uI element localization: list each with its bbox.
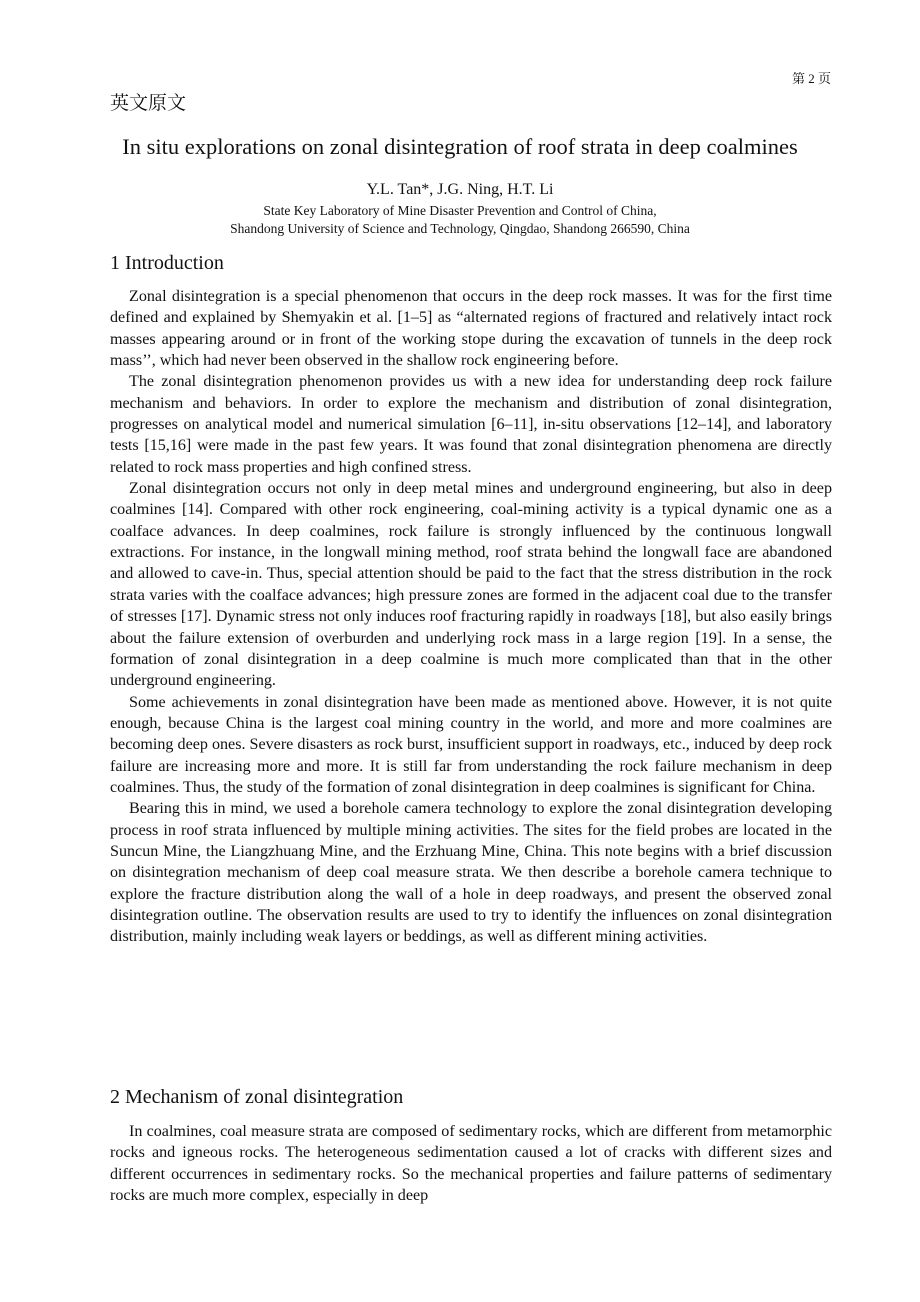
- page-number: 第 2 页: [791, 71, 831, 86]
- paragraph: Zonal disintegration occurs not only in deep metal mines and underground engineering, but also in deep coalmines [14]. Compared with other rock engineering, coal-mining activity is a typical dynamic one as a coalface advances. In deep coalmines, rock failure is strongly influenced by the continuous longwall extractions. For instance, in the longwall mining method, roof strata behind the longwall face are abandoned and allowed to cave-in. Thus, special attention should be paid to the fact that the stress distribution in the rock strata varies with the coalface advances; high pressure zones are formed in the adjacent coal due to the transfer of stresses [17]. Dynamic stress not only induces roof fracturing rapidly in roadways [18], but also easily brings about the failure extension of overburden and underlying rock mass in a large region [19]. In a sense, the formation of zonal disintegration in a deep coalmine is much more complicated than that in the other underground engineering.: [110, 480, 832, 690]
- paragraph: Bearing this in mind, we used a borehole camera technology to explore the zonal disintegration developing process in roof strata influenced by multiple mining activities. The sites for the field probes are located in the Suncun Mine, the Liangzhuang Mine, and the Erzhuang Mine, China. This note begins with a brief discussion on disintegration mechanism of deep coal measure strata. We then describe a borehole camera technique to explore the fracture distribution along the wall of a hole in deep roadways, and present the observed zonal disintegration outline. The observation results are used to try to identify the influences on zonal disintegration distribution, mainly including weak layers or beddings, as well as different mining activities.: [110, 800, 832, 946]
- paper-authors: Y.L. Tan*, J.G. Ning, H.T. Li: [366, 181, 554, 198]
- mechanism-body: [110, 1121, 832, 1206]
- affiliation-line-1: State Key Laboratory of Mine Disaster Prevention and Control of China,: [263, 203, 657, 218]
- affiliation-line-2: Shandong University of Science and Technology, Qingdao, Shandong 266590, China: [230, 221, 690, 236]
- paper-title: In situ explorations on zonal disintegration of roof strata in deep coalmines: [122, 134, 798, 159]
- section-heading-mechanism: 2 Mechanism of zonal disintegration: [110, 1086, 404, 1108]
- introduction-body: [110, 286, 832, 948]
- paragraph: Zonal disintegration is a special phenomenon that occurs in the deep rock masses. It was for the first time defined and explained by Shemyakin et al. [1–5] as “alternated regions of fractured and relatively intact rock masses appearing around or in front of the working stope during the excavation of tunnels in the deep rock mass’’, which had never been observed in the shallow rock engineering before.: [110, 288, 832, 370]
- paragraph: The zonal disintegration phenomenon provides us with a new idea for understanding deep rock failure mechanism and behaviors. In order to explore the mechanism and distribution of zonal disintegration, progresses on analytical model and numerical simulation [6–11], in-situ observations [12–14], and laboratory tests [15,16] were made in the past few years. It was found that zonal disintegration phenomena are directly related to rock mass properties and high confined stress.: [110, 373, 832, 476]
- section-label: 英文原文: [110, 92, 187, 114]
- paragraph: In coalmines, coal measure strata are composed of sedimentary rocks, which are different from metamorphic rocks and igneous rocks. The heterogeneous sedimentation caused a lot of cracks with different sizes and different occurrences in sedimentary rocks. So the mechanical properties and failure patterns of sedimentary rocks are much more complex, especially in deep: [110, 1123, 832, 1205]
- paragraph: Some achievements in zonal disintegration have been made as mentioned above. However, it is not quite enough, because China is the largest coal mining country in the world, and more and more coalmines are becoming deep ones. Severe disasters as rock burst, insufficient support in roadways, etc., induced by deep rock failure are increasing more and more. It is still far from understanding the rock failure mechanism in deep coalmines. Thus, the study of the formation of zonal disintegration in deep coalmines is significant for China.: [110, 693, 832, 796]
- section-heading-introduction: 1 Introduction: [110, 252, 224, 274]
